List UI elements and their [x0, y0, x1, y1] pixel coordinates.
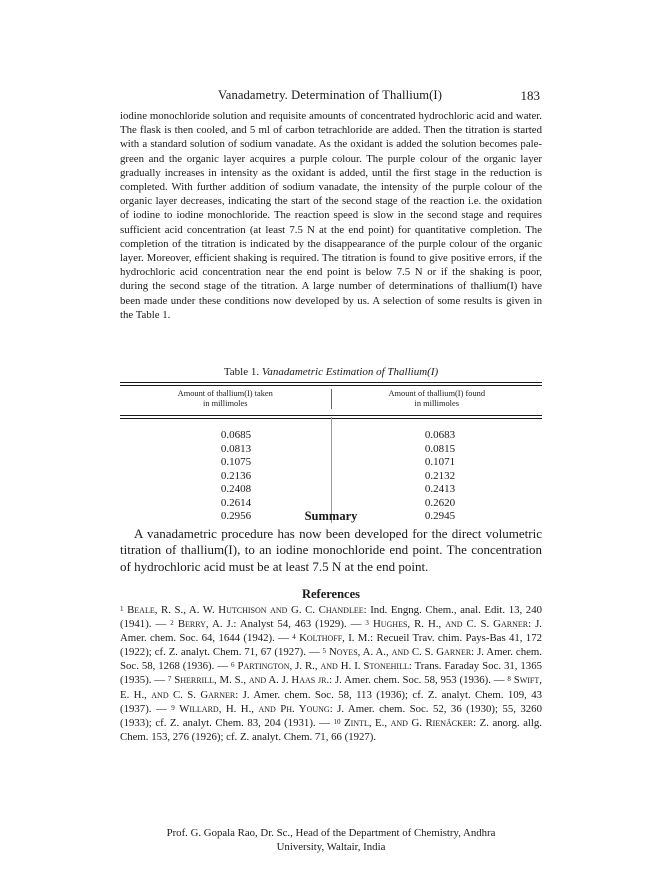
- running-head-title: Vanadametry. Determination of Thallium(I): [217, 88, 443, 102]
- header-found-line2: in millimoles: [414, 399, 459, 408]
- header-taken-line1: Amount of thallium(I) taken: [177, 389, 273, 398]
- cell-taken: 0.2408: [220, 483, 252, 495]
- cell-found: 0.0815: [424, 442, 456, 455]
- reference-entry: $^6$ Partington, J. R., and H. I. Stonehill: Trans. Faraday Soc. 31, 1365 (1935). —: [120, 660, 543, 687]
- reference-number: 3: [365, 619, 369, 628]
- cell-found: 0.0683: [424, 429, 456, 441]
- cell-found: 0.2132: [424, 469, 456, 482]
- reference-source: : Trans. Faraday Soc. 31, 1365 (1935).: [120, 660, 543, 687]
- reference-entry: $^2$ Berry, A. J.: Analyst 54, 463 (1929). —: [170, 618, 366, 631]
- reference-authors: Beale, R. S., A. W. Hutchison and G. C. Chandlee: [127, 604, 364, 616]
- reference-number: 6: [230, 661, 235, 670]
- summary-paragraph: [120, 526, 542, 575]
- reference-source: : J. Amer. chem. Soc. 64, 1644 (1942).: [120, 618, 542, 645]
- reference-authors: Kolthoff, I. M.: [299, 632, 371, 645]
- reference-number: 2: [170, 619, 174, 628]
- reference-source: : J. Amer. chem. Soc. 58, 953 (1936).: [329, 674, 491, 687]
- table-column-divider: [331, 417, 332, 523]
- cell-found: 0.2620: [424, 496, 456, 509]
- cell-taken: 0.2956: [220, 510, 252, 522]
- reference-entry: $^3$ Hughes, R. H., and C. S. Garner: J. Amer. chem. Soc. 64, 1644 (1942). —: [120, 618, 542, 645]
- author-affiliation: [120, 826, 542, 854]
- reference-number: 1: [120, 605, 124, 613]
- summary-heading: Summary: [304, 509, 358, 523]
- cell-taken: 0.1075: [220, 456, 252, 468]
- summary-body: A vanadametric procedure has now been developed for the direct volumetric titration of thallium(I), to an iodine monochloride end point. The concentration of hydrochloric acid must be at least 7.5 N at the end point.: [120, 526, 542, 574]
- reference-number: 5: [322, 647, 327, 656]
- reference-number: 9: [171, 703, 175, 712]
- table-caption: [120, 366, 542, 378]
- reference-entry: $^5$ Noyes, A. A., and C. S. Garner: J. Amer. chem. Soc. 58, 1268 (1936). —: [120, 646, 542, 673]
- cell-found: 0.1071: [424, 456, 456, 468]
- reference-authors: Noyes, A. A., and C. S. Garner: [328, 646, 472, 659]
- reference-authors: Berry, A. J.: [177, 618, 234, 631]
- body-paragraph: iodine monochloride solution and requisite amounts of concentrated hydrochloric acid and water. The flask is then cooled, and 5 ml of carbon tetrachloride are added. Then the titration is started with a standard solution of sodium vanadate. As the oxidant is added the solution becomes pale-green and the organic layer acquires a purple colour. The purple colour of the organic layer gradually increases in intensity as the oxidant is added, until the first stage in the reduction is completed. With further addition of sodium vanadate, the intensity of the purple colour of the organic layer decreases, indicating the start of the second stage of the reaction i.e. the oxidation of iodine to iodine monochloride. The reaction speed is slow in the second stage and requires sufficient acid concentration (at least 7.5 N at the end point) for quantitative completion. The completion of the titration is indicated by the disappearance of the purple colour of the organic layer. Moreover, efficient shaking is required. The titration is found to give positive errors, if the hydrochloric acid concentration near the end point is below 7.5 N or if the shaking is poor, during the second stage of the titration. A large number of determinations of thallium(I) have been made under these conditions now developed by us. A selection of some results is given in the Table 1.: [120, 110, 542, 321]
- reference-source: : Z. anorg. allg. Chem. 153, 276 (1926); cf. Z. analyt. Chem. 71, 66 (1927).: [120, 716, 542, 743]
- table-caption-prefix: Table 1.: [223, 366, 260, 378]
- reference-number: 8: [507, 675, 511, 684]
- reference-source: : J. Amer. chem. Soc. 58, 1268 (1936).: [120, 646, 542, 673]
- table-header-taken: [120, 389, 332, 409]
- reference-number: 7: [167, 675, 172, 684]
- reference-authors: Willard, H. H., and Ph. Young: [179, 702, 330, 715]
- reference-source: : Ind. Engng. Chem., anal. Edit. 13, 240 (1941).: [120, 604, 542, 631]
- table-caption-title: Vanadametric Estimation of Thallium(I): [261, 366, 439, 378]
- reference-entry: $^9$ Willard, H. H., and Ph. Young: J. Amer. chem. Soc. 52, 36 (1930); 55, 3260 (1933); cf. Z. analyt. Chem. 83, 204 (1931). —: [120, 702, 542, 729]
- reference-authors: Partington, J. R., and H. I. Stonehill: [237, 660, 409, 673]
- table-header-found: [332, 389, 543, 409]
- references-heading: References: [301, 587, 361, 601]
- table-header: [120, 386, 542, 415]
- reference-entry: $^1$ Beale, R. S., A. W. Hutchison and G. C. Chandlee: Ind. Engng. Chem., anal. Edit. 13, 240 (1941). —: [120, 604, 542, 631]
- reference-entry: $^4$ Kolthoff, I. M.: Recueil Trav. chim. Pays-Bas 41, 172 (1922); cf. Z. analyt. Chem. 71, 67 (1927). —: [120, 632, 542, 659]
- running-head: [120, 88, 540, 104]
- results-table: [120, 382, 542, 524]
- cell-taken: 0.0813: [220, 442, 252, 455]
- reference-entry: $^8$ Swift, E. H., and C. S. Garner: J. Amer. chem. Soc. 58, 113 (1936); cf. Z. analyt. Chem. 109, 43 (1937). —: [120, 674, 542, 715]
- reference-authors: Zintl, E., and G. Rienäcker: [344, 716, 474, 729]
- reference-authors: Sherrill, M. S., and A. J. Haas jr.: [174, 674, 330, 687]
- reference-number: 4: [292, 633, 296, 642]
- header-taken-line2: in millimoles: [203, 399, 248, 408]
- reference-authors: Swift, E. H., and C. S. Garner: [120, 674, 542, 701]
- cell-taken: 0.2614: [220, 496, 252, 509]
- page-number: 183: [520, 88, 540, 103]
- cell-found: 0.2413: [424, 483, 456, 495]
- references-list: [120, 603, 542, 744]
- affiliation-line2: University, Waltair, India: [276, 841, 386, 854]
- reference-source: : Recueil Trav. chim. Pays-Bas 41, 172 (1922); cf. Z. analyt. Chem. 71, 67 (1927).: [120, 632, 542, 659]
- reference-source: : J. Amer. chem. Soc. 58, 113 (1936); cf. Z. analyt. Chem. 109, 43 (1937).: [120, 688, 542, 715]
- reference-source: : Analyst 54, 463 (1929).: [233, 618, 347, 631]
- reference-authors: Hughes, R. H., and C. S. Garner: [372, 618, 529, 631]
- cell-taken: 0.2136: [220, 469, 252, 482]
- reference-entry: $^7$ Sherrill, M. S., and A. J. Haas jr.: J. Amer. chem. Soc. 58, 953 (1936). —: [167, 674, 508, 687]
- reference-number: 10: [333, 717, 341, 726]
- header-found-line1: Amount of thallium(I) found: [388, 389, 486, 398]
- affiliation-line1: Prof. G. Gopala Rao, Dr. Sc., Head of the Department of Chemistry, Andhra: [166, 827, 496, 839]
- reference-source: : J. Amer. chem. Soc. 52, 36 (1930); 55, 3260 (1933); cf. Z. analyt. Chem. 83, 204 (1931).: [120, 702, 542, 729]
- cell-found: 0.2945: [424, 510, 456, 522]
- cell-taken: 0.0685: [220, 429, 252, 441]
